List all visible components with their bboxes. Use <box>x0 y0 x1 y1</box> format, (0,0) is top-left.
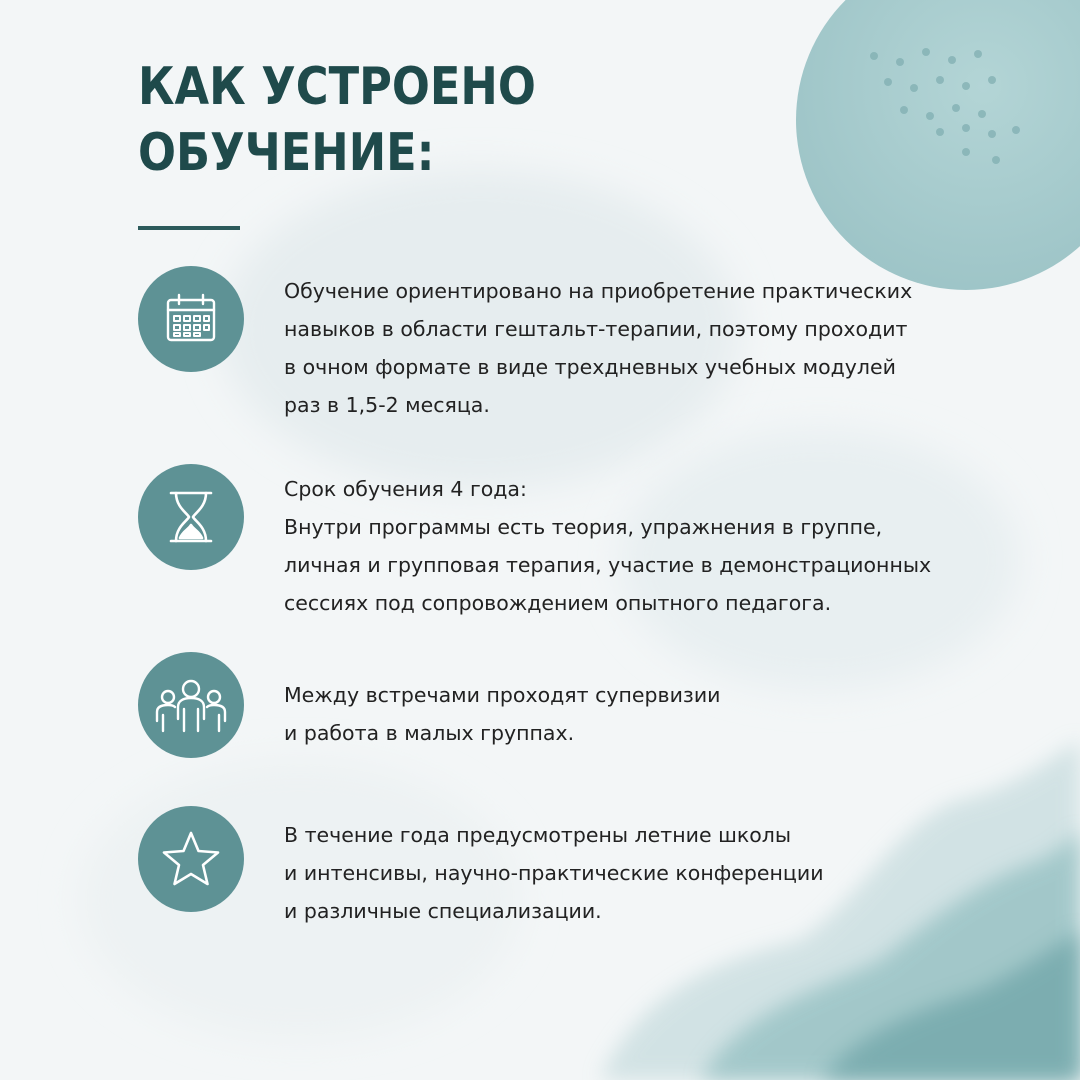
item-text-line: личная и групповая терапия, участие в демонстрационных <box>284 553 932 577</box>
item-text-line: Обучение ориентировано на приобретение практических <box>284 279 913 303</box>
item-text-line: и различные специализации. <box>284 899 602 923</box>
item-text-line: сессиях под сопровождением опытного педагога. <box>284 591 832 615</box>
star-icon-badge <box>138 806 244 912</box>
item-text-line: В течение года предусмотрены летние школы <box>284 823 792 847</box>
calendar-icon <box>162 290 220 348</box>
page-title-line-2: ОБУЧЕНИЕ: <box>138 123 435 183</box>
title-divider <box>138 226 240 230</box>
page-title <box>138 54 536 186</box>
group-icon <box>152 675 230 735</box>
star-icon <box>160 829 222 889</box>
item-text-line: Внутри программы есть теория, упражнения в группе, <box>284 515 883 539</box>
item-text <box>284 676 720 752</box>
page-title-line-1: КАК УСТРОЕНО <box>138 57 536 117</box>
item-text-line: раз в 1,5-2 месяца. <box>284 393 490 417</box>
item-text-line: и работа в малых группах. <box>284 721 575 745</box>
calendar-icon-badge <box>138 266 244 372</box>
hourglass-icon <box>163 487 219 547</box>
item-text-line: в очном формате в виде трехдневных учебных модулей <box>284 355 896 379</box>
item-text <box>284 816 824 930</box>
group-icon-badge <box>138 652 244 758</box>
item-text-line: Срок обучения 4 года: <box>284 477 527 501</box>
hourglass-icon-badge <box>138 464 244 570</box>
item-text-line: Между встречами проходят супервизии <box>284 683 721 707</box>
item-text <box>284 470 931 622</box>
item-text-line: навыков в области гештальт-терапии, поэтому проходит <box>284 317 908 341</box>
item-text <box>284 272 912 424</box>
item-text-line: и интенсивы, научно-практические конференции <box>284 861 824 885</box>
